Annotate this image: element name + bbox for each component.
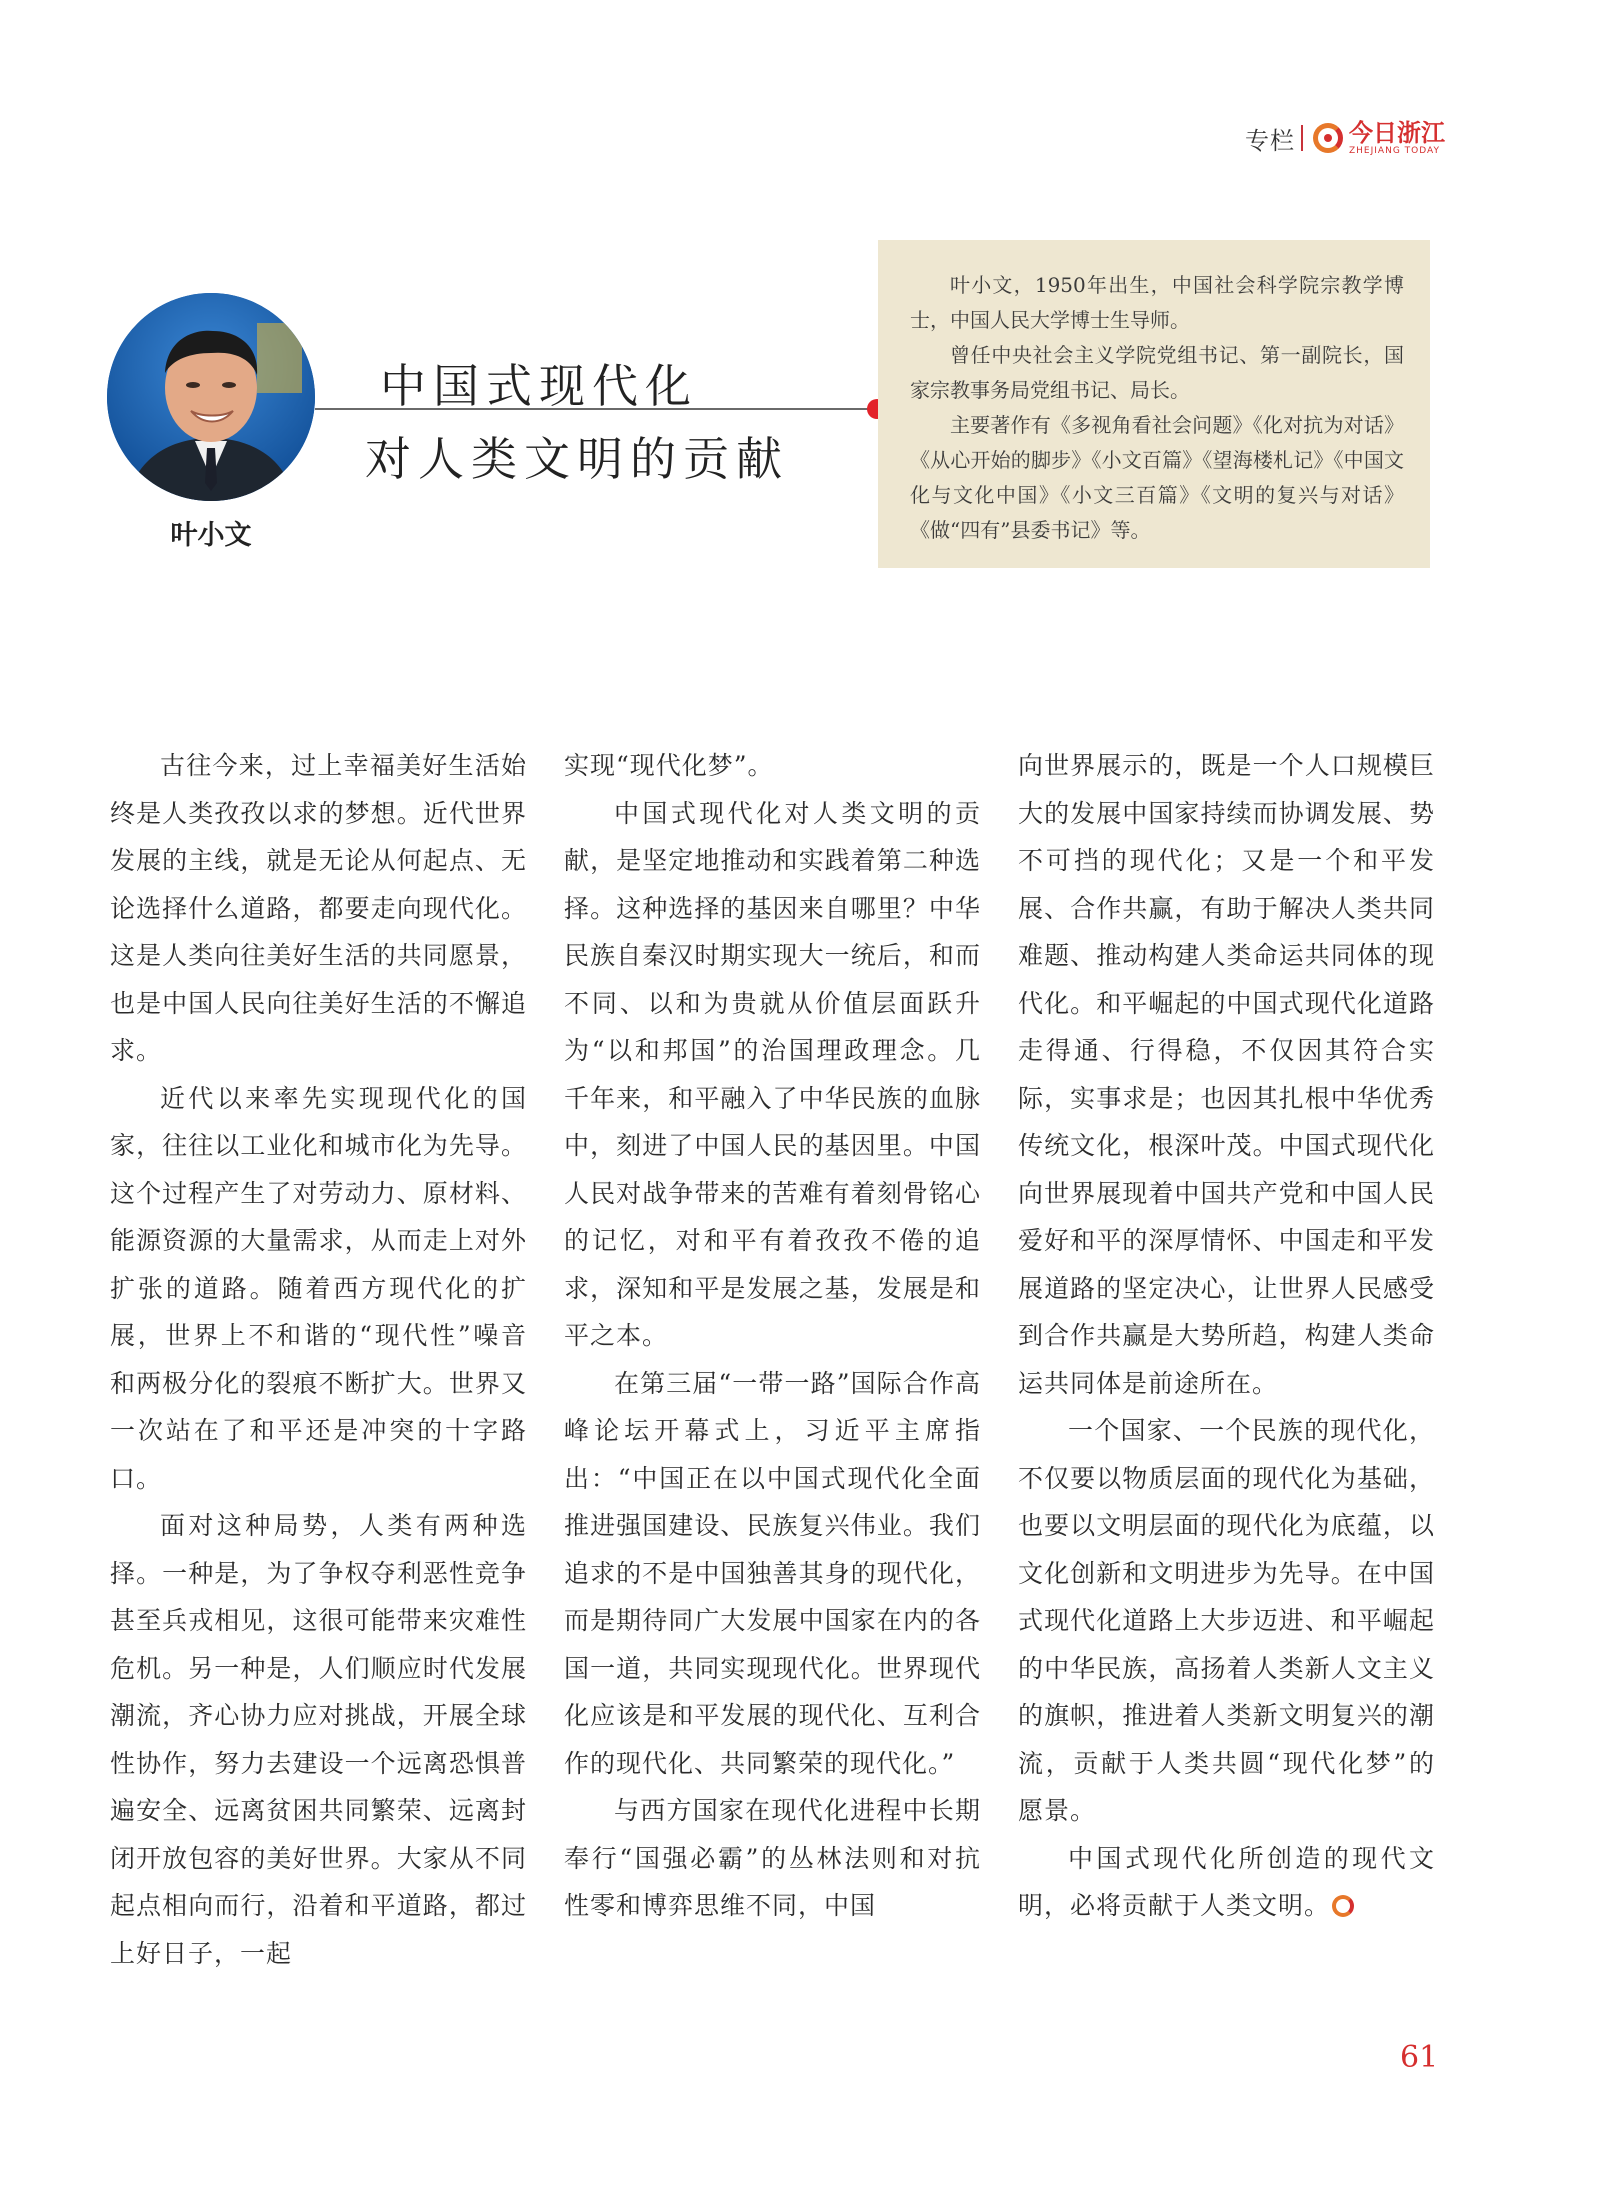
header-divider bbox=[1301, 125, 1303, 151]
page-header bbox=[1245, 118, 1445, 158]
body-paragraph: 一个国家、一个民族的现代化，不仅要以物质层面的现代化为基础，也要以文明层面的现代化为底蕴，以文化创新和文明进步为先导。在中国式现代化道路上大步迈进、和平崛起的中华民族，高扬着人类新人文主义的旗帜，推进着人类新文明复兴的潮流，贡献于人类共圆“现代化梦”的愿景。 bbox=[1018, 1416, 1435, 1825]
body-paragraph: 近代以来率先实现现代化的国家，往往以工业化和城市化为先导。这个过程产生了对劳动力、原材料、能源资源的大量需求，从而走上对外扩张的道路。随着西方现代化的扩展，世界上不和谐的“现代性”噪音和两极分化的裂痕不断扩大。世界又一次站在了和平还是冲突的十字路口。 bbox=[110, 1083, 527, 1493]
article-column-2 bbox=[564, 742, 981, 1930]
body-paragraph-continued: 实现“现代化梦”。 bbox=[564, 751, 774, 780]
article-column-1 bbox=[110, 742, 527, 1977]
author-portrait bbox=[107, 293, 315, 501]
bio-paragraph: 主要著作有《多视角看社会问题》《化对抗为对话》《从心开始的脚步》《小文百篇》《望海楼札记》《中国文化与文化中国》《小文三百篇》《文明的复兴与对话》《做“四有”县委书记》等。 bbox=[910, 413, 1404, 542]
article-body bbox=[110, 742, 1435, 1982]
author-name: 叶小文 bbox=[170, 520, 252, 551]
body-paragraph: 中国式现代化对人类文明的贡献，是坚定地推动和实践着第二种选择。这种选择的基因来自哪里？中华民族自秦汉时期实现大一统后，和而不同、以和为贵就从价值层面跃升为“以和邦国”的治国理政理念。几千年来，和平融入了中华民族的血脉中，刻进了中国人民的基因里。中国人民对战争带来的苦难有着刻骨铭心的记忆，对和平有着孜孜不倦的追求，深知和平是发展之基，发展是和平之本。 bbox=[564, 798, 981, 1350]
article-column-3 bbox=[1018, 742, 1435, 1930]
author-bio-box bbox=[878, 240, 1430, 568]
closing-text: 中国式现代化所创造的现代文明，必将贡献于人类文明。 bbox=[1018, 1843, 1435, 1920]
bio-paragraph: 叶小文，1950年出生，中国社会科学院宗教学博士，中国人民大学博士生导师。 bbox=[910, 273, 1404, 332]
article-title-line2: 对人类文明的贡献 bbox=[365, 432, 789, 486]
end-mark-icon bbox=[1332, 1895, 1354, 1917]
body-paragraph: 在第三届“一带一路”国际合作高峰论坛开幕式上，习近平主席指出：“中国正在以中国式现代化全面推进强国建设、民族复兴伟业。我们追求的不是中国独善其身的现代化，而是期待同广大发展中国家在内的各国一道，共同实现现代化。世界现代化应该是和平发展的现代化、互利合作的现代化、共同繁荣的现代化。” bbox=[564, 1368, 981, 1778]
page-number: 61 bbox=[1400, 2040, 1439, 2075]
body-paragraph: 面对这种局势，人类有两种选择。一种是，为了争权夺利恶性竞争甚至兵戎相见，这很可能带来灾难性危机。另一种是，人们顺应时代发展潮流，齐心协力应对挑战，开展全球性协作，努力去建设一个远离恐惧普遍安全、远离贫困共同繁荣、远离封闭开放包容的美好世界。大家从不同起点相向而行，沿着和平道路，都过上好日子，一起 bbox=[110, 1511, 527, 1968]
bio-paragraph: 曾任中央社会主义学院党组书记、第一副院长，国家宗教事务局党组书记、局长。 bbox=[910, 343, 1404, 402]
portrait-illustration bbox=[107, 293, 315, 501]
column-label: 专栏 bbox=[1245, 126, 1295, 155]
logo-english-text: ZHEJIANG TODAY bbox=[1349, 145, 1440, 156]
body-paragraph: 与西方国家在现代化进程中长期奉行“国强必霸”的丛林法则和对抗性零和博弈思维不同，中国 bbox=[564, 1796, 981, 1920]
logo-icon bbox=[1313, 123, 1343, 153]
article-title-line1: 中国式现代化 bbox=[380, 359, 698, 413]
magazine-logo bbox=[1313, 118, 1445, 156]
logo-chinese-text: 今日浙江 bbox=[1349, 118, 1445, 147]
body-paragraph-continued: 向世界展示的，既是一个人口规模巨大的发展中国家持续而协调发展、势不可挡的现代化；又是一个和平发展、合作共赢，有助于解决人类共同难题、推动构建人类命运共同体的现代化。和平崛起的中国式现代化道路走得通、行得稳，不仅因其符合实际，实事求是；也因其扎根中华优秀传统文化，根深叶茂。中国式现代化向世界展现着中国共产党和中国人民爱好和平的深厚情怀、中国走和平发展道路的坚定决心，让世界人民感受到合作共赢是大势所趋，构建人类命运共同体是前途所在。 bbox=[1018, 751, 1435, 1398]
body-paragraph: 古往今来，过上幸福美好生活始终是人类孜孜以求的梦想。近代世界发展的主线，就是无论从何起点、无论选择什么道路，都要走向现代化。这是人类向往美好生活的共同愿景，也是中国人民向往美好生活的不懈追求。 bbox=[110, 751, 527, 1065]
closing-paragraph bbox=[1018, 1835, 1435, 1930]
